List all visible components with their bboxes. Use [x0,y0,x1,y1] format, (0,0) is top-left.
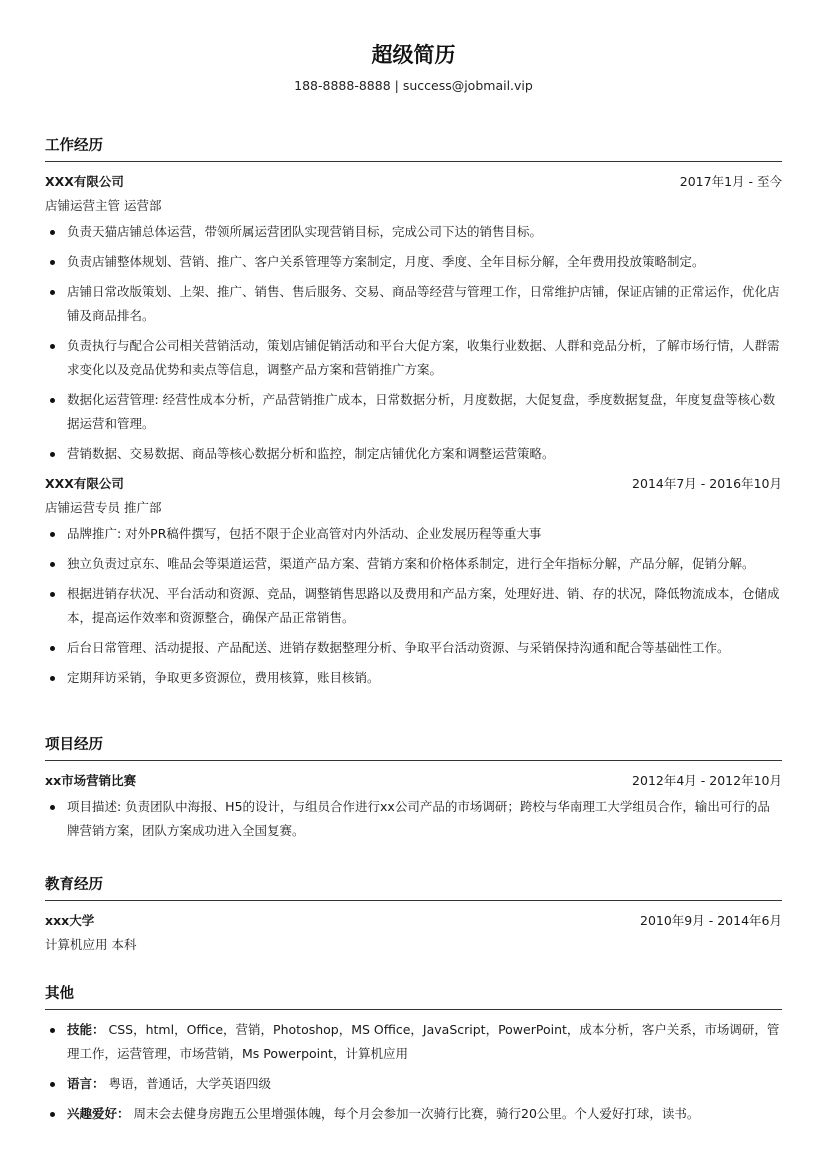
list-item-text: 负责店铺整体规划、营销、推广、客户关系管理等方案制定，月度、季度、全年目标分解，全年费用投放策略制定。 [67,254,705,269]
section-title: 项目经历 [45,735,782,761]
list-item-text: 定期拜访采销，争取更多资源位，费用核算，账目核销。 [67,670,380,685]
section-title: 工作经历 [45,136,782,162]
list-item [45,280,782,328]
list-item-text: 后台日常管理、活动提报、产品配送、进销存数据整理分析、争取平台活动资源、与采销保持沟通和配合等基础性工作。 [67,640,730,655]
list-item-text: 数据化运营管理: 经营性成本分析，产品营销推广成本，日常数据分析，月度数据，大促复盘，季度数据复盘，年度复盘等核心数据运营和管理。 [67,392,776,431]
bullet-icon [50,452,55,457]
project-name: xx市场营销比赛 [45,773,137,788]
bullet-icon [50,1028,55,1033]
section-title: 教育经历 [45,875,782,901]
job-role: 店铺运营主管 运营部 [45,198,162,213]
list-item-text: 品牌推广: 对外PR稿件撰写，包括不限于企业高管对内外活动、企业发展历程等重大事 [67,526,542,541]
list-item [45,442,782,466]
bullet-icon [50,260,55,265]
list-item-text: 周末会去健身房跑五公里增强体魄，每个月会参加一次骑行比赛，骑行20公里。个人爱好打球，读书。 [133,1106,700,1121]
contact-info: 188-8888-8888 | success@jobmail.vip [294,78,533,93]
bullet-icon [50,592,55,597]
company-name: XXX有限公司 [45,174,124,189]
list-item [45,388,782,436]
list-item-text: 负责天猫店铺总体运营，带领所属运营团队实现营销目标，完成公司下达的销售目标。 [67,224,543,239]
list-item [45,220,782,244]
entry-date: 2012年4月 - 2012年10月 [632,773,782,788]
list-item [45,582,782,630]
bullet-icon [50,398,55,403]
bullet-icon [50,1082,55,1087]
list-item-text: 独立负责过京东、唯品会等渠道运营，渠道产品方案、营销方案和价格体系制定，进行全年指标分解，产品分解，促销分解。 [67,556,755,571]
list-item [45,666,782,690]
item-label: 语言： [67,1076,105,1091]
bullet-icon [50,230,55,235]
bullet-list [45,1018,782,1126]
list-item-text: 营销数据、交易数据、商品等核心数据分析和监控，制定店铺优化方案和调整运营策略。 [67,446,555,461]
job-role: 店铺运营专员 推广部 [45,500,162,515]
bullet-icon [50,676,55,681]
entry-date: 2017年1月 - 至今 [679,174,782,189]
bullet-icon [50,290,55,295]
list-item [45,522,782,546]
list-item-text: 项目描述: 负责团队中海报、H5的设计，与组员合作进行xx公司产品的市场调研；跨校与华南理工大学组员合作，输出可行的品牌营销方案，团队方案成功进入全国复赛。 [67,799,770,838]
list-item [45,636,782,660]
list-item [45,1072,782,1096]
resume-title: 超级简历 [371,43,456,67]
list-item-text: 负责执行与配合公司相关营销活动，策划店铺促销活动和平台大促方案，收集行业数据、人群和竞品分析，了解市场行情，人群需求变化以及竞品优势和卖点等信息，调整产品方案和营销推广方案。 [67,338,780,377]
bullet-icon [50,646,55,651]
list-item [45,552,782,576]
project-section [45,735,782,849]
entry-header [45,769,782,793]
other-section [45,984,782,1132]
entry-header [45,909,782,933]
bullet-list [45,220,782,466]
bullet-icon [50,532,55,537]
list-item [45,250,782,274]
bullet-icon [50,562,55,567]
list-item-text: CSS，html，Office，营销，Photoshop，MS Office，JavaScript，PowerPoint，成本分析，客户关系，市场调研，管理工作，运营管理，市场营销，Ms Powerpoint，计算机应用 [67,1022,780,1061]
list-item-text: 根据进销存状况、平台活动和资源、竞品，调整销售思路以及费用和产品方案，处理好进、销、存的状况，降低物流成本，仓储成本，提高运作效率和资源整合，确保产品正常销售。 [67,586,780,625]
education-section [45,875,782,957]
bullet-list [45,795,782,843]
list-item [45,795,782,843]
bullet-list [45,522,782,690]
item-label: 技能： [67,1022,105,1037]
list-item [45,1018,782,1066]
bullet-icon [50,344,55,349]
work-section [45,136,782,696]
entry-header [45,170,782,194]
school-name: xxx大学 [45,913,95,928]
list-item-text: 粤语，普通话，大学英语四级 [108,1076,272,1091]
company-name: XXX有限公司 [45,476,124,491]
entry-date: 2010年9月 - 2014年6月 [640,913,782,928]
entry-header [45,472,782,496]
entry-date: 2014年7月 - 2016年10月 [632,476,782,491]
list-item [45,334,782,382]
section-title: 其他 [45,984,782,1010]
bullet-icon [50,805,55,810]
list-item [45,1102,782,1126]
list-item-text: 店铺日常改版策划、上架、推广、销售、售后服务、交易、商品等经营与管理工作，日常维护店铺，保证店铺的正常运作，优化店铺及商品排名。 [67,284,780,323]
item-label: 兴趣爱好： [67,1106,130,1121]
bullet-icon [50,1112,55,1117]
degree: 计算机应用 本科 [45,937,137,952]
